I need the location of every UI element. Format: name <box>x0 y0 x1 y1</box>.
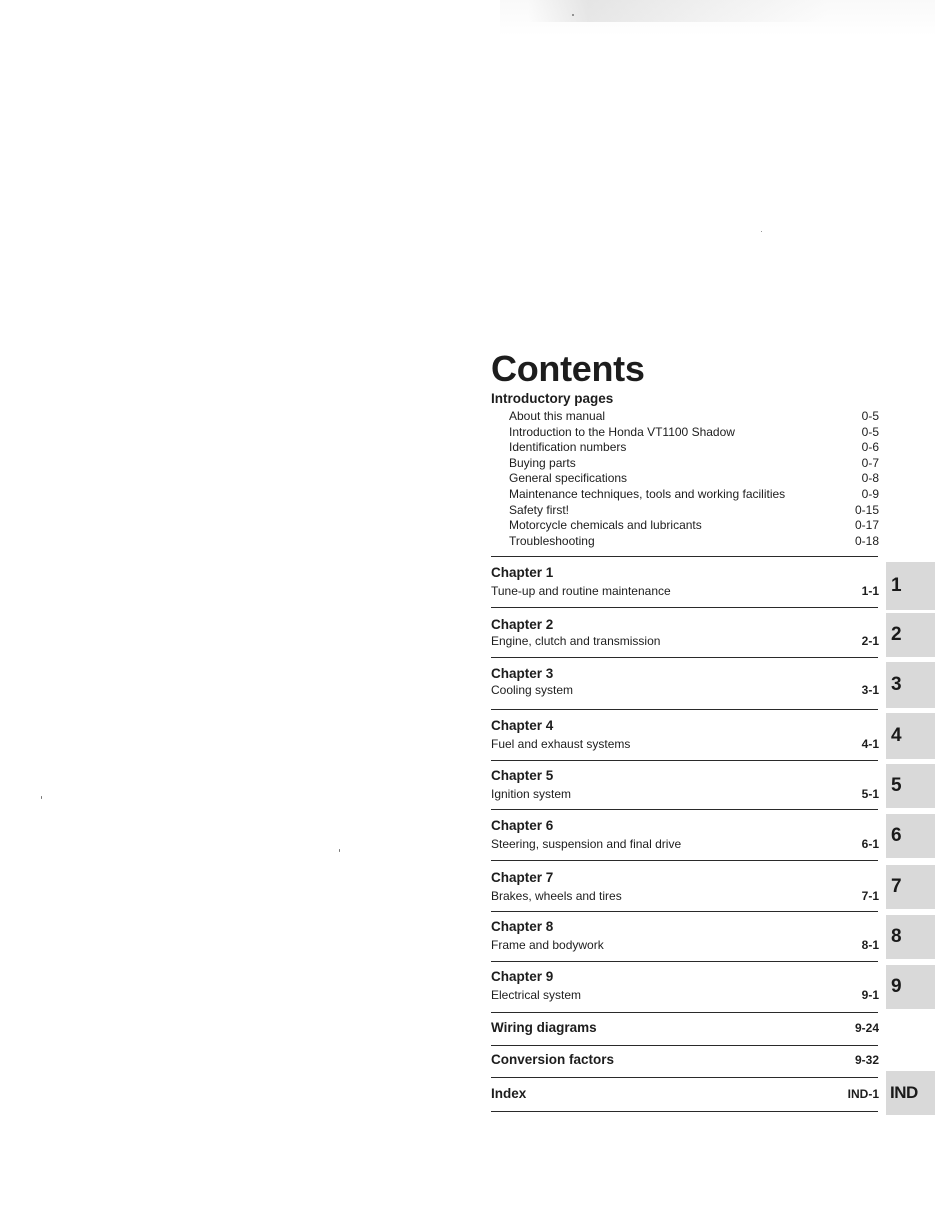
chapter-entry-9[interactable] <box>491 968 879 1003</box>
introductory-list <box>509 409 879 549</box>
thumb-tab-5[interactable]: 5 <box>886 764 935 808</box>
chapter-entry-7[interactable] <box>491 869 879 904</box>
wiring-diagrams-label: Wiring diagrams <box>491 1020 597 1035</box>
chapter-page: 1-1 <box>861 584 879 598</box>
section-divider <box>491 709 878 710</box>
chapter-entry-5[interactable] <box>491 767 879 802</box>
chapter-entry-1[interactable] <box>491 564 879 599</box>
toc-entry-label: Buying parts <box>509 455 576 470</box>
toc-entry[interactable] <box>509 503 879 519</box>
toc-entry[interactable] <box>509 534 879 550</box>
toc-entry[interactable] <box>509 409 879 425</box>
chapter-page: 3-1 <box>861 683 879 697</box>
scan-artifact-smudge <box>528 0 828 22</box>
chapter-title: Fuel and exhaust systems <box>491 737 631 751</box>
toc-entry-page: 0-17 <box>854 518 879 533</box>
toc-entry-label: Maintenance techniques, tools and working facilities <box>509 486 786 501</box>
chapter-label: Chapter 7 <box>491 870 554 885</box>
chapter-page: 7-1 <box>861 889 879 903</box>
toc-entry[interactable] <box>509 487 879 503</box>
toc-entry-page: 0-9 <box>861 486 879 501</box>
chapter-entry-6[interactable] <box>491 817 879 852</box>
conversion-factors-page: 9-32 <box>854 1053 879 1067</box>
toc-entry-label: Motorcycle chemicals and lubricants <box>509 518 702 533</box>
chapter-label: Chapter 2 <box>491 617 554 632</box>
chapter-entry-2[interactable] <box>491 616 879 649</box>
toc-entry-page: 0-6 <box>861 440 879 455</box>
chapter-page: 9-1 <box>861 988 879 1002</box>
toc-entry[interactable] <box>509 456 879 472</box>
chapter-label: Chapter 5 <box>491 768 554 783</box>
chapter-title: Brakes, wheels and tires <box>491 889 622 903</box>
chapter-title: Frame and bodywork <box>491 938 604 952</box>
wiring-diagrams-page: 9-24 <box>854 1021 879 1035</box>
index-page: IND-1 <box>847 1087 879 1101</box>
toc-entry-page: 0-8 <box>861 471 879 486</box>
toc-entry-page: 0-7 <box>861 455 879 470</box>
thumb-tab-8[interactable]: 8 <box>886 915 935 959</box>
scan-speck <box>41 796 42 799</box>
toc-entry[interactable] <box>509 471 879 487</box>
toc-entry[interactable] <box>509 518 879 534</box>
toc-entry-label: Introduction to the Honda VT1100 Shadow <box>509 424 735 439</box>
section-divider <box>491 1012 878 1013</box>
chapter-page: 6-1 <box>861 837 879 851</box>
section-divider <box>491 809 878 810</box>
conversion-factors-entry[interactable] <box>491 1051 879 1069</box>
chapter-title: Cooling system <box>491 683 574 697</box>
chapter-page: 4-1 <box>861 737 879 751</box>
section-divider <box>491 760 878 761</box>
chapter-entry-4[interactable] <box>491 717 879 752</box>
toc-entry-label: Safety first! <box>509 502 570 517</box>
chapter-label: Chapter 8 <box>491 919 554 934</box>
toc-entry-label: Identification numbers <box>509 440 627 455</box>
chapter-page: 2-1 <box>861 634 879 648</box>
toc-entry-page: 0-5 <box>861 409 879 423</box>
toc-entry-label: General specifications <box>509 471 628 486</box>
chapter-label: Chapter 1 <box>491 565 554 580</box>
scan-speck <box>339 849 340 852</box>
index-label: Index <box>491 1086 527 1101</box>
chapter-label: Chapter 6 <box>491 818 554 833</box>
toc-entry-label: About this manual <box>509 409 606 423</box>
toc-entry-label: Troubleshooting <box>509 533 595 548</box>
thumb-tab-1[interactable]: 1 <box>886 562 935 610</box>
section-divider <box>491 657 878 658</box>
chapter-page: 8-1 <box>861 938 879 952</box>
chapter-label: Chapter 4 <box>491 718 554 733</box>
section-divider <box>491 607 878 608</box>
thumb-tab-4[interactable]: 4 <box>886 713 935 759</box>
introductory-heading: Introductory pages <box>491 391 614 406</box>
thumb-tab-6[interactable]: 6 <box>886 814 935 858</box>
toc-entry[interactable] <box>509 440 879 456</box>
chapter-label: Chapter 9 <box>491 969 554 984</box>
scan-speck <box>761 231 762 232</box>
chapter-title: Engine, clutch and transmission <box>491 634 661 648</box>
chapter-page: 5-1 <box>861 787 879 801</box>
chapter-title: Ignition system <box>491 787 572 801</box>
toc-entry-page: 0-15 <box>854 502 879 517</box>
thumb-tab-3[interactable]: 3 <box>886 662 935 708</box>
section-divider <box>491 961 878 962</box>
thumb-tab-7[interactable]: 7 <box>886 865 935 909</box>
thumb-tab-index[interactable]: IND <box>886 1071 935 1115</box>
chapter-title: Steering, suspension and final drive <box>491 837 682 851</box>
section-divider <box>491 860 878 861</box>
toc-entry[interactable] <box>509 425 879 441</box>
thumb-tab-9[interactable]: 9 <box>886 965 935 1009</box>
chapter-entry-3[interactable] <box>491 665 879 698</box>
section-divider <box>491 1077 878 1078</box>
section-divider <box>491 911 878 912</box>
section-divider <box>491 1045 878 1046</box>
page-title: Contents <box>491 348 645 389</box>
chapter-title: Tune-up and routine maintenance <box>491 584 671 598</box>
section-divider <box>491 556 878 557</box>
toc-entry-page: 0-5 <box>861 424 879 439</box>
conversion-factors-label: Conversion factors <box>491 1052 615 1067</box>
wiring-diagrams-entry[interactable] <box>491 1019 879 1037</box>
toc-entry-page: 0-18 <box>854 533 879 548</box>
chapter-title: Electrical system <box>491 988 582 1002</box>
scan-speck <box>572 14 574 16</box>
thumb-tab-2[interactable]: 2 <box>886 613 935 657</box>
chapter-entry-8[interactable] <box>491 918 879 953</box>
index-entry[interactable] <box>491 1085 879 1103</box>
chapter-label: Chapter 3 <box>491 666 554 681</box>
section-divider <box>491 1111 878 1112</box>
